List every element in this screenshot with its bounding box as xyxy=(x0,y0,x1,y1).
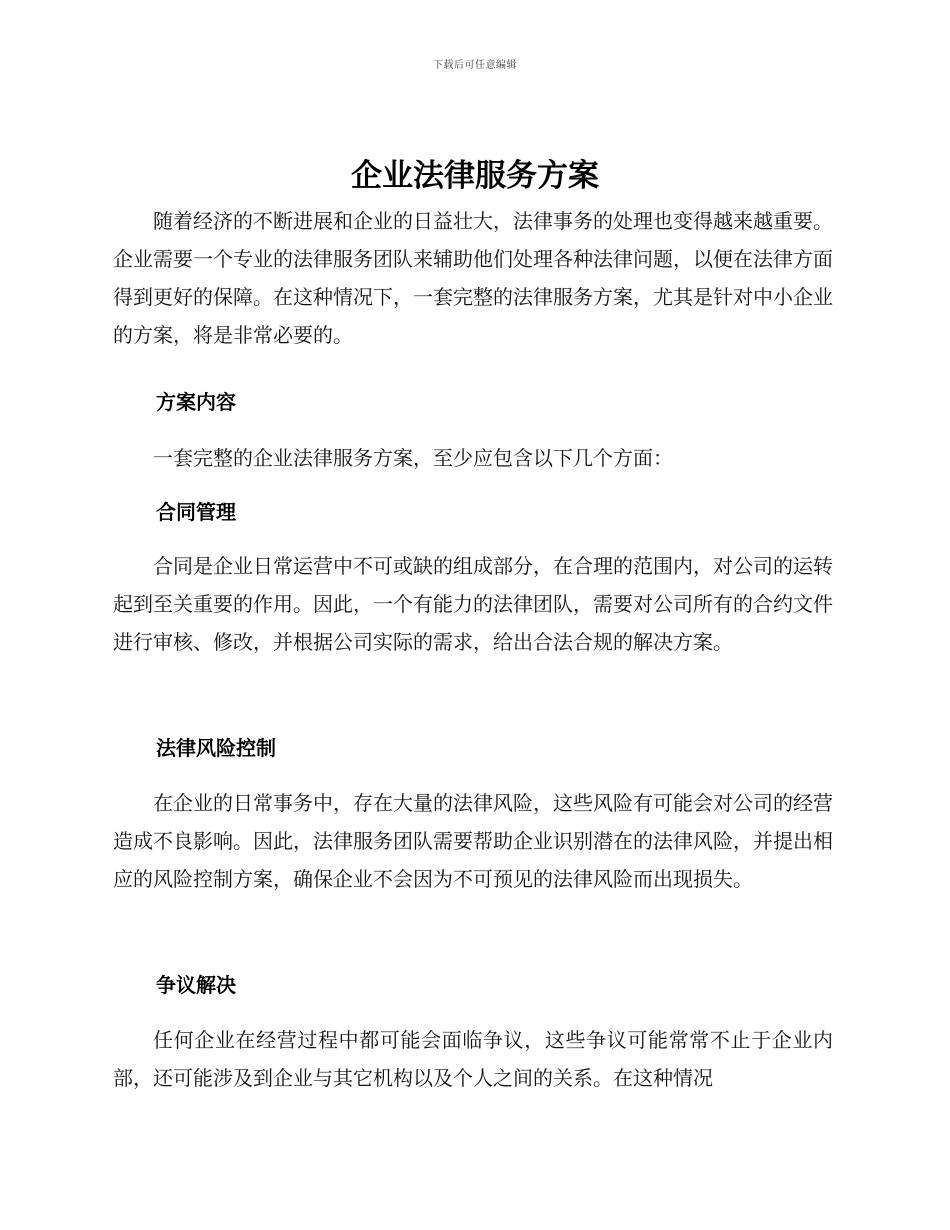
section-heading-dispute: 争议解决 xyxy=(156,973,236,997)
section-heading-risk: 法律风险控制 xyxy=(156,736,276,760)
section-heading-content: 方案内容 xyxy=(156,390,236,414)
section-paragraph-contract: 合同是企业日常运营中不可或缺的组成部分，在合理的范围内，对公司的运转起到至关重要的作用。因此，一个有能力的法律团队，需要对公司所有的合约文件进行审核、修改，并根据公司实际的需求，给出合法合规的解决方案。 xyxy=(113,554,833,654)
section-paragraph-risk: 在企业的日常事务中，存在大量的法律风险，这些风险有可能会对公司的经营造成不良影响。因此，法律服务团队需要帮助企业识别潜在的法律风险，并提出相应的风险控制方案，确保企业不会因为不可预见的法律风险而出现损失。 xyxy=(113,791,833,891)
intro-paragraph: 随着经济的不断进展和企业的日益壮大，法律事务的处理也变得越来越重要。企业需要一个专业的法律服务团队来辅助他们处理各种法律问题，以便在法律方面得到更好的保障。在这种情况下，一套完整的法律服务方案，尤其是针对中小企业的方案，将是非常必要的。 xyxy=(113,209,833,347)
page-header: 下载后可任意编辑 xyxy=(433,60,517,71)
section-heading-contract: 合同管理 xyxy=(156,500,236,524)
section-paragraph-dispute: 任何企业在经营过程中都可能会面临争议，这些争议可能常常不止于企业内部，还可能涉及到企业与其它机构以及个人之间的关系。在这种情况 xyxy=(113,1028,833,1090)
section-paragraph-content: 一套完整的企业法律服务方案，至少应包含以下几个方面： xyxy=(153,446,673,470)
document-title: 企业法律服务方案 xyxy=(351,158,599,194)
